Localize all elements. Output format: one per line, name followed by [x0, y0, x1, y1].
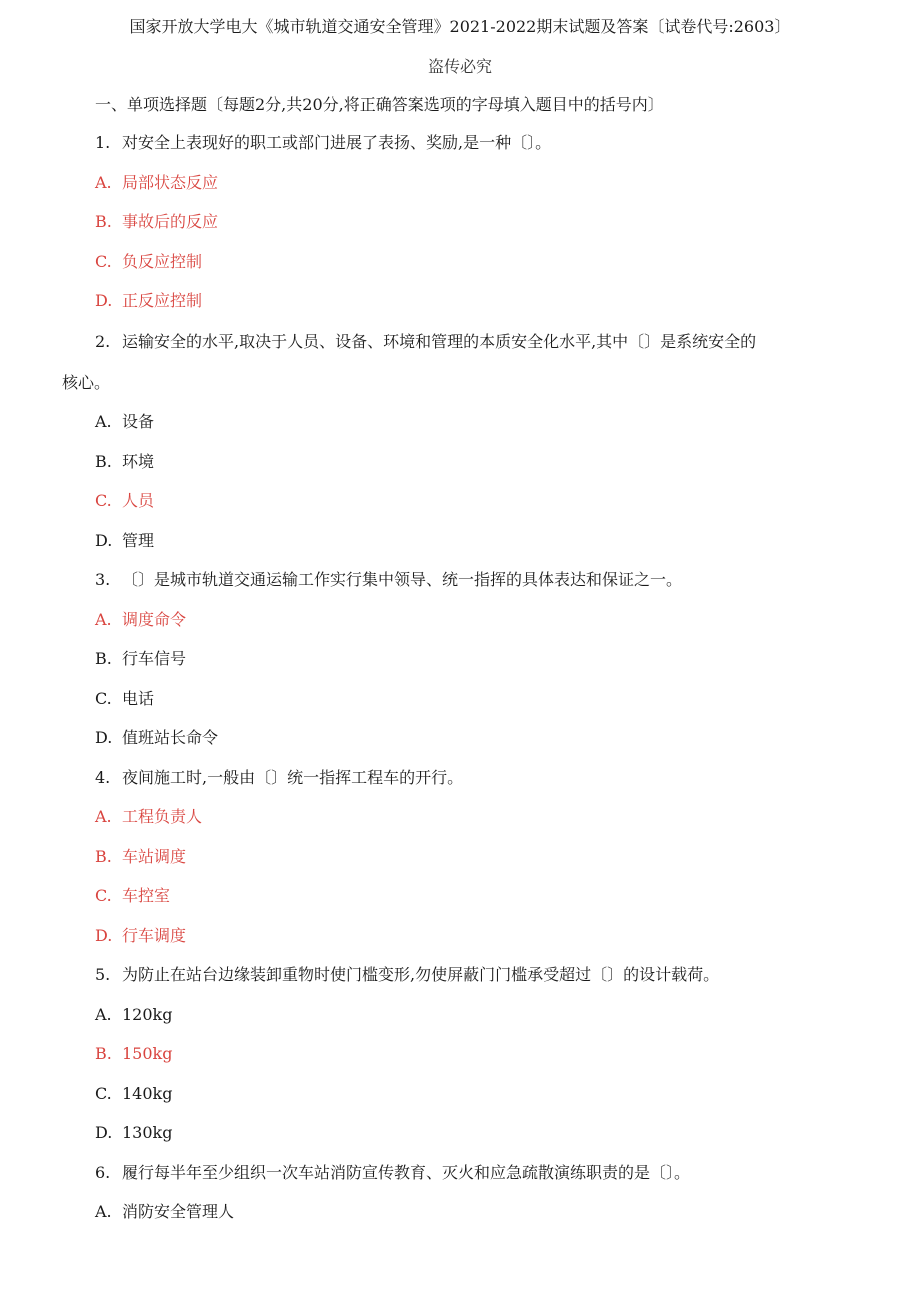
- option-text: 消防安全管理人: [122, 1202, 235, 1221]
- question-3: [95, 569, 682, 591]
- option-6a: [95, 1201, 234, 1223]
- option-text: 调度命令: [122, 610, 187, 629]
- question-text: 为防止在站台边缘装卸重物时使门槛变形,勿使屏蔽门门槛承受超过〔〕的设计载荷。: [122, 965, 720, 984]
- option-4a: [95, 806, 202, 828]
- question-number: 1.: [95, 133, 111, 152]
- option-2b: [95, 451, 154, 473]
- option-text: 行车调度: [122, 926, 187, 945]
- question-5: [95, 964, 719, 986]
- option-letter: C.: [95, 491, 112, 510]
- option-3c: [95, 688, 154, 710]
- question-2: [95, 331, 756, 353]
- option-2d: [95, 530, 154, 552]
- option-5a: [95, 1004, 172, 1026]
- option-letter: A.: [95, 610, 112, 629]
- option-1d: [95, 290, 202, 312]
- option-letter: C.: [95, 886, 112, 905]
- option-3d: [95, 727, 218, 749]
- option-text: 正反应控制: [122, 291, 203, 310]
- option-4d: [95, 925, 186, 947]
- option-text: 电话: [122, 689, 155, 708]
- option-4b: [95, 846, 186, 868]
- question-number: 3.: [95, 570, 111, 589]
- question-text: 运输安全的水平,取决于人员、设备、环境和管理的本质安全化水平,其中〔〕是系统安全的: [122, 332, 757, 351]
- option-letter: C.: [95, 1084, 112, 1103]
- option-text: 150kg: [122, 1044, 173, 1063]
- section-heading: 一、单项选择题〔每题2分,共20分,将正确答案选项的字母填入题目中的括号内〕: [95, 95, 664, 114]
- option-text: 事故后的反应: [122, 212, 219, 231]
- option-letter: D.: [95, 926, 113, 945]
- option-2c: [95, 490, 154, 512]
- option-letter: C.: [95, 689, 112, 708]
- option-letter: A.: [95, 1202, 112, 1221]
- option-5c: [95, 1083, 172, 1105]
- option-2a: [95, 411, 154, 433]
- question-text: 〔〕是城市轨道交通运输工作实行集中领导、统一指挥的具体表达和保证之一。: [122, 570, 683, 589]
- question-text: 履行每半年至少组织一次车站消防宣传教育、灭火和应急疏散演练职责的是〔〕。: [122, 1163, 691, 1182]
- question-text: 对安全上表现好的职工或部门进展了表扬、奖励,是一种〔〕。: [122, 133, 552, 152]
- option-letter: A.: [95, 173, 112, 192]
- option-letter: B.: [95, 212, 112, 231]
- option-3b: [95, 648, 186, 670]
- option-text: 130kg: [122, 1123, 173, 1142]
- option-5b: [95, 1043, 172, 1065]
- question-4: [95, 767, 463, 789]
- option-text: 行车信号: [122, 649, 187, 668]
- option-3a: [95, 609, 186, 631]
- option-text: 设备: [122, 412, 155, 431]
- option-text: 车控室: [122, 886, 171, 905]
- option-text: 车站调度: [122, 847, 187, 866]
- option-text: 负反应控制: [122, 252, 203, 271]
- option-text: 局部状态反应: [122, 173, 219, 192]
- question-1: [95, 132, 551, 154]
- option-letter: C.: [95, 252, 112, 271]
- option-letter: D.: [95, 531, 113, 550]
- question-number: 4.: [95, 768, 111, 787]
- question-text: 夜间施工时,一般由〔〕统一指挥工程车的开行。: [122, 768, 464, 787]
- option-1b: [95, 211, 218, 233]
- document-title: 国家开放大学电大《城市轨道交通安全管理》2021-2022期末试题及答案〔试卷代号:2603〕: [129, 17, 791, 36]
- option-letter: A.: [95, 412, 112, 431]
- option-text: 值班站长命令: [122, 728, 219, 747]
- option-text: 人员: [122, 491, 155, 510]
- option-4c: [95, 885, 170, 907]
- option-text: 120kg: [122, 1005, 173, 1024]
- question-number: 6.: [95, 1163, 111, 1182]
- option-text: 工程负责人: [122, 807, 203, 826]
- option-1c: [95, 251, 202, 273]
- option-1a: [95, 172, 218, 194]
- option-letter: B.: [95, 847, 112, 866]
- question-6: [95, 1162, 690, 1184]
- option-letter: B.: [95, 452, 112, 471]
- option-letter: D.: [95, 291, 113, 310]
- option-letter: A.: [95, 807, 112, 826]
- option-letter: B.: [95, 649, 112, 668]
- question-2-continuation: 核心。: [62, 373, 111, 392]
- option-text: 140kg: [122, 1084, 173, 1103]
- option-letter: D.: [95, 1123, 113, 1142]
- watermark-text: 盗传必究: [427, 57, 492, 76]
- option-letter: B.: [95, 1044, 112, 1063]
- question-number: 5.: [95, 965, 111, 984]
- question-number: 2.: [95, 332, 111, 351]
- option-text: 环境: [122, 452, 155, 471]
- option-text: 管理: [122, 531, 155, 550]
- option-letter: A.: [95, 1005, 112, 1024]
- option-5d: [95, 1122, 172, 1144]
- option-letter: D.: [95, 728, 113, 747]
